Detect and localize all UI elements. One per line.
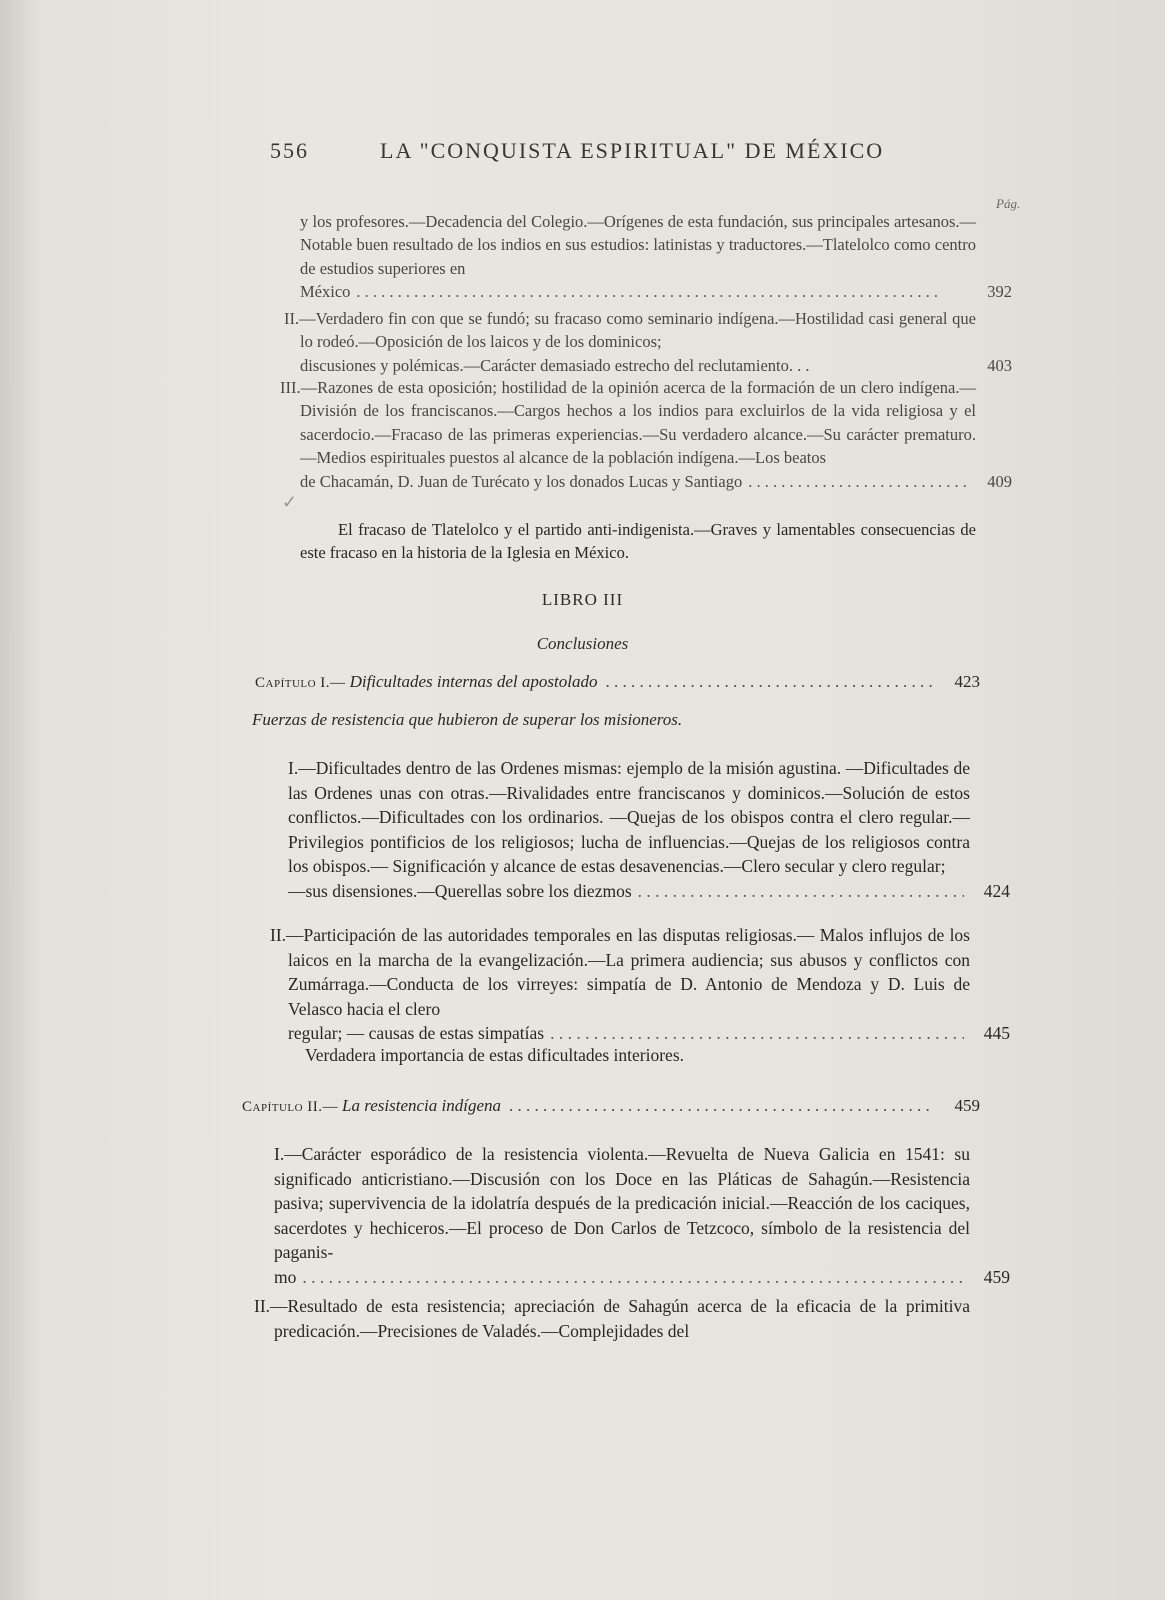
tlatelolco-closing: El fracaso de Tlatelolco y el partido anti-indigenista.—Graves y lamentables consecuencias de este fracaso en la historia de la Iglesia en México. xyxy=(300,520,976,563)
entry-last-line: discusiones y polémicas.—Carácter demasiado estrecho del reclutamiento. . . xyxy=(300,355,810,375)
running-title: LA "CONQUISTA ESPIRITUAL" DE MÉXICO xyxy=(380,138,885,163)
toc-entry-continuation xyxy=(300,210,1012,304)
chapter-title: Dificultades internas del apostolado xyxy=(349,672,598,691)
entry-text: y los profesores.—Decadencia del Colegio.—Orígenes de esta fundación, sus principales artesanos.—Notable buen resultado de los indios en sus estudios: latinistas y traductores.—Tlatelolco como centro de estudios superiores en xyxy=(300,212,976,278)
chapter-1-heading xyxy=(255,672,980,692)
page-column-label: Pág. xyxy=(996,196,1021,211)
entry-last-line: mo xyxy=(274,1266,297,1287)
page-number: 556 xyxy=(270,138,309,163)
dot-leader xyxy=(550,1021,964,1046)
entry-page-number: 459 xyxy=(983,1266,1010,1287)
entry-text: II.—Resultado de esta resistencia; apreciación de Sahagún acerca de la eficacia de la primitiva predicación.—Precisiones de Valadés.—Complejidades del xyxy=(254,1296,970,1341)
chapter-1-closing: Verdadera importancia de estas dificultades interiores. xyxy=(305,1045,685,1065)
entry-text: I.—Carácter esporádico de la resistencia violenta.—Revuelta de Nueva Galicia en 1541: su significado anticristiano.—Discusión con los Doce en las Pláticas de Sahagún.—Resistencia pasiva; supervivencia de la idolatría después de la predicación inicial.—Reacción de los caciques, sacerdotes y hechiceros.—El proceso de Don Carlos de Tetzcoco, símbolo de la resistencia del paganis- xyxy=(274,1144,970,1263)
chapter-2-section-ii xyxy=(254,1294,970,1343)
chapter-2-section-i xyxy=(274,1142,1010,1290)
chapter-1-subtitle: Fuerzas de resistencia que hubieron de superar los misioneros. xyxy=(252,710,683,729)
dot-leader xyxy=(356,280,940,303)
entry-last-line: —sus disensiones.—Querellas sobre los diezmos xyxy=(288,880,632,901)
chapter-1-section-i xyxy=(288,756,1010,904)
entry-page-number: 403 xyxy=(987,355,1012,375)
dot-leader xyxy=(605,672,932,692)
chapter-title: La resistencia indígena xyxy=(342,1096,502,1115)
entry-text: I.—Dificultades dentro de las Ordenes mismas: ejemplo de la misión agustina. —Dificultades de las Ordenes unas con otras.—Rivalidades entre franciscanos y dominicos.—Solución de estos conflictos.—Dificultades con los ordinarios. —Quejas de los obispos contra el clero regular.—Privilegios pontificios de los religiosos; lucha de influencias.—Quejas de los religiosos contra los obispos.— Significación y alcance de estas desavenencias.—Clero secular y clero regular; xyxy=(288,758,970,877)
dot-leader xyxy=(302,1265,964,1290)
dot-leader xyxy=(748,470,970,493)
entry-last-line: regular; — causas de estas simpatías xyxy=(288,1023,545,1044)
chapter-page-number: 423 xyxy=(954,672,980,691)
entry-page-number: 424 xyxy=(983,880,1010,901)
chapter-1-section-ii xyxy=(270,923,1010,1046)
entry-page-number: 392 xyxy=(987,282,1012,302)
entry-last-line: de Chacamán, D. Juan de Turécato y los donados Lucas y Santiago xyxy=(300,471,743,491)
dot-leader xyxy=(638,879,964,904)
entry-text: II.—Verdadero fin con que se fundó; su fracaso como seminario indígena.—Hostilidad casi general que lo rodeó.—Oposición de los laicos y de los dominicos; xyxy=(284,309,976,352)
chapter-label: Capítulo II.— xyxy=(242,1099,339,1115)
entry-text: II.—Participación de las autoridades temporales en las disputas religiosas.— Malos influjos de los laicos en la marcha de la evangelización.—La primera audiencia; sus abusos y conflictos con Zumárraga.—Conducta de los virreyes: simpatía de D. Antonio de Mendoza y D. Luis de Velasco hacia el clero xyxy=(270,925,970,1019)
pencil-check-mark: ✓ xyxy=(282,492,298,512)
entry-text: III.—Razones de esta oposición; hostilidad de la opinión acerca de la formación de un clero indígena.—División de los franciscanos.—Cargos hechos a los indios para excluirlos de la vida religiosa y el sacerdocio.—Fracaso de las primeras experiencias.—Su verdadero alcance.—Su carácter prematuro.—Medios espirituales puestos al alcance de la población indígena.—Los beatos xyxy=(280,378,976,468)
toc-entry-ii xyxy=(284,307,1012,377)
chapter-page-number: 459 xyxy=(954,1096,980,1115)
toc-entry-iii xyxy=(280,376,1012,493)
entry-page-number: 409 xyxy=(987,471,1012,491)
book-heading: LIBRO III xyxy=(541,590,624,609)
entry-page-number: 445 xyxy=(983,1023,1010,1044)
chapter-label: Capítulo I.— xyxy=(255,675,346,691)
chapter-2-heading xyxy=(242,1096,980,1116)
book-subtitle: Conclusiones xyxy=(536,634,629,653)
dot-leader xyxy=(509,1096,932,1116)
entry-last-line: México xyxy=(300,282,351,302)
